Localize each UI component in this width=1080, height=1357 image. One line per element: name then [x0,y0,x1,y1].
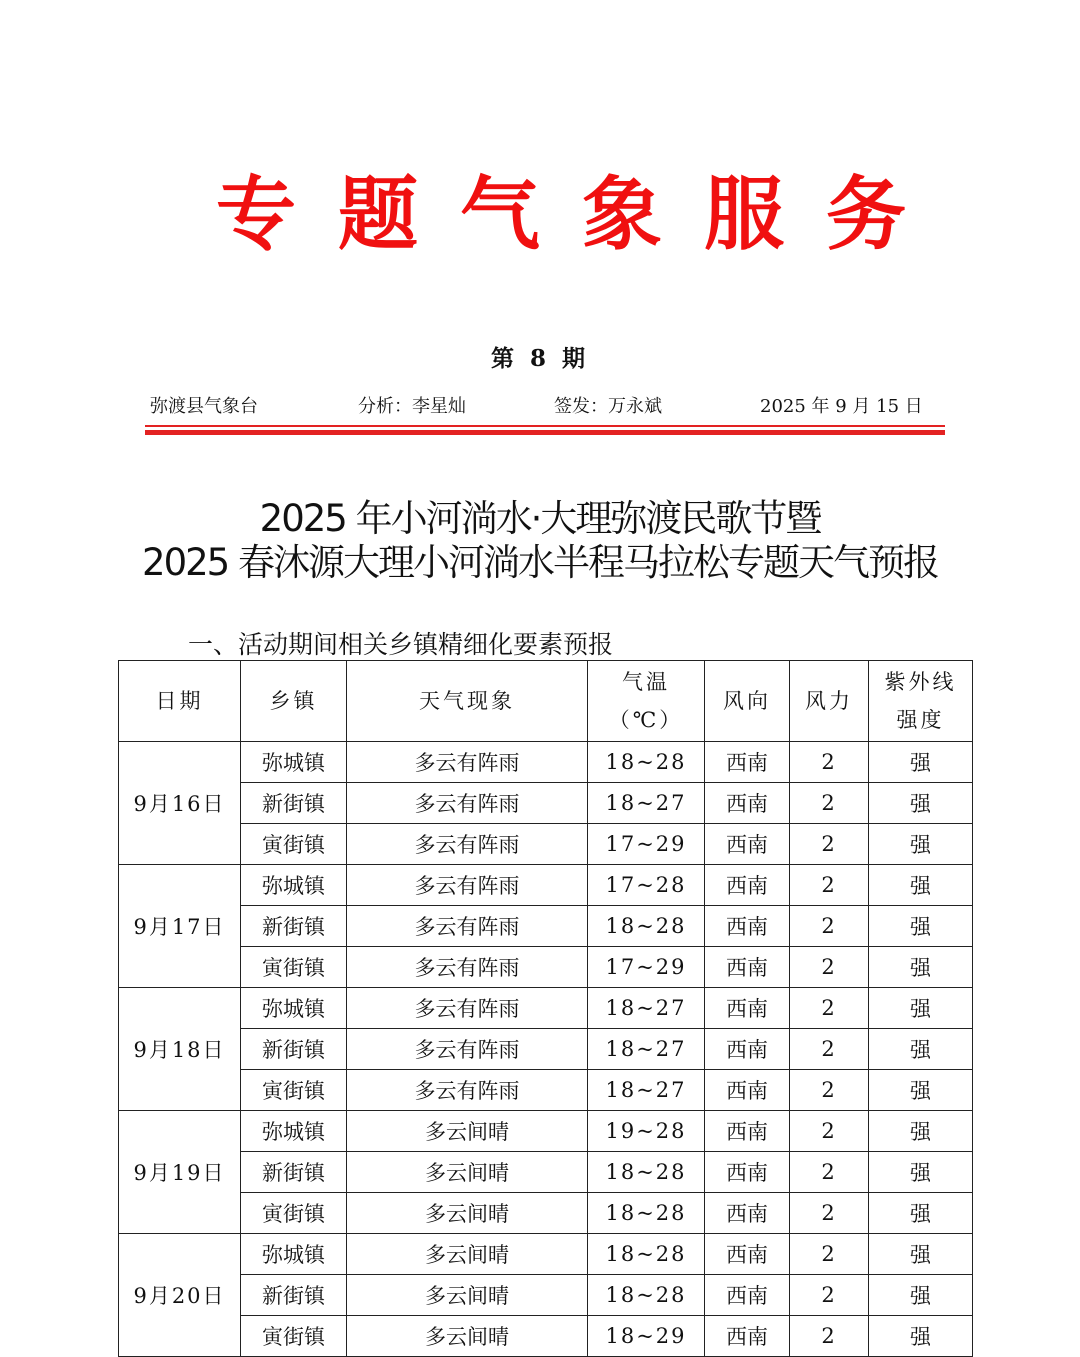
col-header-wind-force: 风力 [790,661,869,742]
uv-cell: 强 [869,1316,973,1357]
uv-cell: 强 [869,865,973,906]
town-cell: 新街镇 [241,1275,347,1316]
town-cell: 弥城镇 [241,865,347,906]
wind-dir-cell: 西南 [705,824,790,865]
document-title [0,497,1080,585]
weather-cell: 多云有阵雨 [347,947,588,988]
table-row [119,1111,973,1152]
uv-cell: 强 [869,1070,973,1111]
wind-dir-cell: 西南 [705,906,790,947]
issue-meta-line [150,392,930,418]
header-rule-thick [145,430,945,435]
temp-cell: 18~27 [588,1070,705,1111]
temp-cell: 18~28 [588,1275,705,1316]
uv-cell: 强 [869,783,973,824]
wind-force-cell: 2 [790,1193,869,1234]
wind-force-cell: 2 [790,1316,869,1357]
uv-cell: 强 [869,824,973,865]
analyst: 分析：李星灿 [358,396,466,417]
town-cell: 寅街镇 [241,1316,347,1357]
temp-header-line2: （℃） [608,708,684,732]
uv-cell: 强 [869,1193,973,1234]
table-row [119,906,973,947]
town-cell: 新街镇 [241,783,347,824]
weather-cell: 多云有阵雨 [347,742,588,783]
col-header-weather: 天气现象 [347,661,588,742]
temp-cell: 19~28 [588,1111,705,1152]
date-cell: 9月19日 [119,1111,241,1234]
wind-dir-cell: 西南 [705,988,790,1029]
table-row [119,1234,973,1275]
wind-dir-cell: 西南 [705,1316,790,1357]
table-row [119,1152,973,1193]
uv-cell: 强 [869,947,973,988]
temp-cell: 17~29 [588,824,705,865]
table-row [119,742,973,783]
town-cell: 弥城镇 [241,988,347,1029]
wind-dir-cell: 西南 [705,1111,790,1152]
weather-cell: 多云有阵雨 [347,1029,588,1070]
weather-cell: 多云间晴 [347,1234,588,1275]
temp-header-line1: 气温 [622,670,670,694]
temp-cell: 18~28 [588,1234,705,1275]
wind-force-cell: 2 [790,1152,869,1193]
weather-cell: 多云间晴 [347,1275,588,1316]
wind-dir-cell: 西南 [705,783,790,824]
col-header-date: 日期 [119,661,241,742]
col-header-town: 乡镇 [241,661,347,742]
forecast-table-body [119,742,973,1357]
wind-force-cell: 2 [790,1070,869,1111]
wind-force-cell: 2 [790,865,869,906]
date-cell: 9月18日 [119,988,241,1111]
wind-force-cell: 2 [790,1029,869,1070]
wind-force-cell: 2 [790,1275,869,1316]
town-cell: 弥城镇 [241,742,347,783]
masthead-title: 专题气象服务 [216,168,948,261]
temp-cell: 18~28 [588,906,705,947]
table-row [119,1316,973,1357]
wind-force-cell: 2 [790,1234,869,1275]
uv-cell: 强 [869,906,973,947]
wind-force-cell: 2 [790,947,869,988]
uv-header-line1: 紫外线 [884,670,957,694]
weather-cell: 多云有阵雨 [347,1070,588,1111]
col-header-uv [869,661,973,742]
wind-dir-cell: 西南 [705,742,790,783]
uv-cell: 强 [869,1275,973,1316]
wind-force-cell: 2 [790,988,869,1029]
table-row [119,1275,973,1316]
col-header-temp [588,661,705,742]
weather-cell: 多云有阵雨 [347,783,588,824]
uv-cell: 强 [869,1234,973,1275]
date-cell: 9月16日 [119,742,241,865]
wind-dir-cell: 西南 [705,1193,790,1234]
temp-cell: 18~29 [588,1316,705,1357]
town-cell: 弥城镇 [241,1111,347,1152]
weather-cell: 多云间晴 [347,1193,588,1234]
temp-cell: 17~29 [588,947,705,988]
table-row [119,1070,973,1111]
uv-cell: 强 [869,1111,973,1152]
weather-cell: 多云有阵雨 [347,824,588,865]
temp-cell: 18~27 [588,783,705,824]
table-row [119,988,973,1029]
temp-cell: 18~27 [588,988,705,1029]
title-line-1: 2025 年小河淌水·大理弥渡民歌节暨 [259,497,821,540]
table-row [119,865,973,906]
town-cell: 寅街镇 [241,947,347,988]
wind-dir-cell: 西南 [705,1070,790,1111]
wind-dir-cell: 西南 [705,865,790,906]
weather-cell: 多云有阵雨 [347,988,588,1029]
temp-cell: 18~28 [588,1193,705,1234]
wind-force-cell: 2 [790,783,869,824]
wind-force-cell: 2 [790,906,869,947]
section-heading: 一、活动期间相关乡镇精细化要素预报 [188,630,614,659]
town-cell: 新街镇 [241,906,347,947]
table-row [119,824,973,865]
wind-dir-cell: 西南 [705,1152,790,1193]
table-row [119,783,973,824]
wind-dir-cell: 西南 [705,1029,790,1070]
wind-dir-cell: 西南 [705,1234,790,1275]
table-row [119,1193,973,1234]
town-cell: 寅街镇 [241,1070,347,1111]
table-row [119,947,973,988]
weather-cell: 多云有阵雨 [347,865,588,906]
wind-force-cell: 2 [790,1111,869,1152]
title-line-2: 2025 春沐源大理小河淌水半程马拉松专题天气预报 [142,541,938,584]
town-cell: 寅街镇 [241,1193,347,1234]
temp-cell: 18~28 [588,1152,705,1193]
weather-cell: 多云间晴 [347,1111,588,1152]
date-cell: 9月17日 [119,865,241,988]
date-cell: 9月20日 [119,1234,241,1357]
town-cell: 新街镇 [241,1152,347,1193]
wind-force-cell: 2 [790,742,869,783]
town-cell: 新街镇 [241,1029,347,1070]
forecast-table [118,660,973,1357]
wind-force-cell: 2 [790,824,869,865]
weather-cell: 多云间晴 [347,1152,588,1193]
weather-cell: 多云有阵雨 [347,906,588,947]
uv-cell: 强 [869,1152,973,1193]
issuer: 签发：万永斌 [554,396,662,417]
col-header-wind-dir: 风向 [705,661,790,742]
issuing-office: 弥渡县气象台 [150,396,258,417]
issue-date: 2025 年 9 月 15 日 [760,396,923,417]
uv-cell: 强 [869,742,973,783]
issue-number: 第 8 期 [490,345,590,372]
wind-dir-cell: 西南 [705,1275,790,1316]
town-cell: 寅街镇 [241,824,347,865]
uv-cell: 强 [869,1029,973,1070]
table-row [119,1029,973,1070]
temp-cell: 18~27 [588,1029,705,1070]
table-header-row [119,661,973,742]
wind-dir-cell: 西南 [705,947,790,988]
header-rule-thin [145,425,945,427]
uv-cell: 强 [869,988,973,1029]
temp-cell: 18~28 [588,742,705,783]
town-cell: 弥城镇 [241,1234,347,1275]
uv-header-line2: 强度 [896,708,945,732]
temp-cell: 17~28 [588,865,705,906]
weather-cell: 多云间晴 [347,1316,588,1357]
